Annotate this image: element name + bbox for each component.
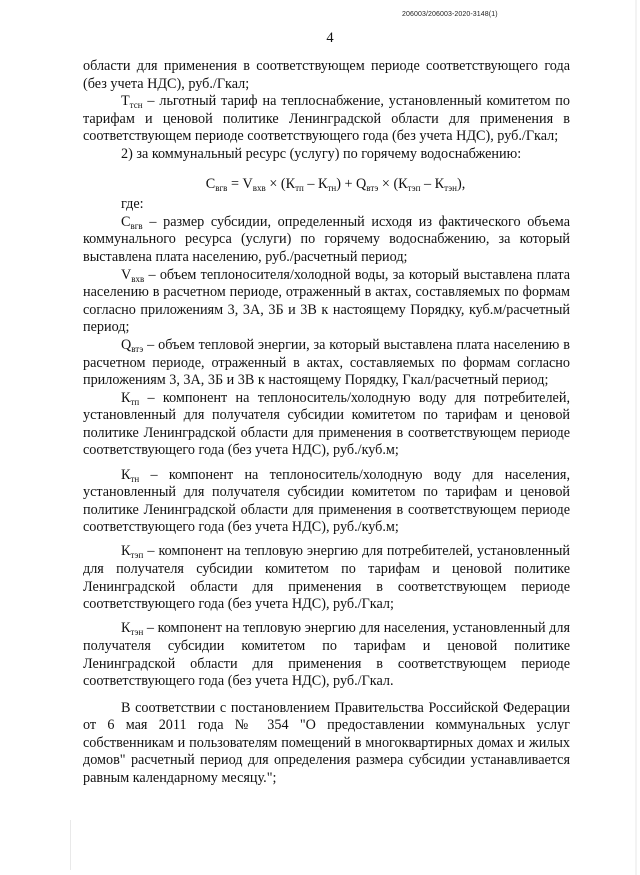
definition-text: – компонент на теплоноситель/холодную воду для потребителей, установленный для получателя субсидии комитетом по тарифам и ценовой политике Ленинградской области для применения в соответствующем периоде соответствующего года (без учета НДС), руб./куб.м;	[83, 389, 570, 459]
symbol-subscript: тсн	[129, 100, 143, 111]
formula-subscript: втэ	[366, 182, 379, 193]
symbol-subscript: тэп	[130, 550, 144, 561]
symbol-subscript: тэн	[130, 627, 144, 638]
definition-kten	[83, 620, 570, 690]
formula-symbol: V	[242, 175, 253, 192]
formula-operator: –	[303, 175, 318, 192]
final-paragraph: В соответствии с постановлением Правительства Российской Федерации от 6 мая 2011 года № 354 "О предоставлении коммунальных услуг собственникам и пользователям помещений в многоквартирных домах и жилых домов" расчетный период для определения размера субсидии устанавливается равным календарному месяцу.";	[83, 699, 570, 787]
symbol: Т	[121, 93, 130, 110]
definition-qvte	[83, 337, 570, 390]
formula-operator: × (	[378, 175, 399, 192]
document-body	[83, 58, 570, 788]
scan-mark	[70, 820, 71, 870]
formula-operator: –	[420, 175, 435, 192]
symbol-subscript: тп	[130, 396, 140, 407]
formula-subscript: тэп	[407, 182, 421, 193]
formula-symbol: К	[285, 175, 296, 192]
symbol-subscript: вгв	[130, 220, 143, 231]
paragraph-continuation: области для применения в соответствующем периоде соответствующего года (без учета НДС), руб./Гкал;	[83, 58, 570, 92]
formula-symbol: К	[318, 175, 328, 192]
page-number: 4	[326, 30, 334, 46]
formula-subscript: вхв	[252, 182, 266, 193]
definition-tsn	[83, 93, 570, 146]
formula-operator: × (	[265, 175, 286, 192]
symbol-subscript: втэ	[131, 343, 144, 354]
definition-vhv	[83, 267, 570, 337]
symbol: К	[121, 543, 131, 560]
formula-subscript: вгв	[215, 182, 228, 193]
definition-ktn	[83, 467, 570, 537]
symbol: С	[121, 213, 131, 230]
symbol-subscript: тн	[130, 473, 140, 484]
where-label: где:	[121, 196, 144, 213]
symbol: V	[121, 266, 132, 283]
definition-ktp	[83, 390, 570, 460]
formula	[83, 176, 570, 194]
symbol: К	[121, 466, 131, 483]
symbol-subscript: вхв	[131, 273, 145, 284]
scan-edge	[635, 0, 637, 875]
symbol: К	[121, 389, 131, 406]
formula-subscript: тп	[295, 182, 304, 193]
symbol: К	[121, 620, 131, 637]
definition-text: – компонент на тепловую энергию для населения, установленный для получателя субсидии комитетом по тарифам и ценовой политике Ленинградской области для применения в соответствующем периоде соответствующего года (без учета НДС), руб./Гкал.	[83, 620, 570, 690]
formula-subscript: тэн	[444, 182, 457, 193]
definition-text: – объем теплоносителя/холодной воды, за который выставлена плата населению в расчетном периоде, отраженный в актах, составляемых по формам согласно приложениям 3, 3А, 3Б и 3В к настоящему Порядку, куб.м/расчетный период;	[83, 266, 570, 336]
formula-operator: ),	[456, 175, 466, 192]
definition-text: – компонент на тепловую энергию для потребителей, установленный для получателя субсидии комитетом по тарифам и ценовой политике Ленинградской области для применения в соответствующем периоде соответствующего года (без учета НДС), руб./Гкал;	[83, 543, 570, 613]
definition-text: – объем тепловой энергии, за который выставлена плата населению в расчетном периоде, отраженный в актах, составляемых по формам согласно приложениям 3, 3А, 3Б и 3В к настоящему Порядку, Гкал/расчетный период;	[83, 336, 570, 389]
formula-symbol: К	[434, 175, 445, 192]
paragraph-hot-water: 2) за коммунальный ресурс (услугу) по горячему водоснабжению:	[121, 145, 522, 162]
definition-ktep	[83, 543, 570, 613]
document-reference: 206003/206003-2020-3148(1)	[402, 11, 498, 18]
formula-symbol: К	[398, 175, 408, 192]
formula-operator: =	[227, 175, 243, 192]
definition-text: – льготный тариф на теплоснабжение, установленный комитетом по тарифам и ценовой политике Ленинградской области для применения в соответствующем периоде соответствующего года (без учета НДС), руб./Гкал;	[83, 93, 570, 145]
definition-text: – компонент на теплоноситель/холодную воду для населения, установленный для получателя субсидии комитетом по тарифам и ценовой политике Ленинградской области для применения в соответствующем периоде соответствующего года (без учета НДС), руб./куб.м;	[83, 466, 570, 536]
symbol: Q	[121, 336, 132, 353]
formula-operator: ) +	[336, 175, 357, 192]
formula-symbol: С	[205, 175, 216, 192]
definition-text: – размер субсидии, определенный исходя из фактического объема коммунального ресурса (услуги) по горячему водоснабжению, за который выставлена плата населению, руб./расчетный период;	[83, 213, 570, 265]
formula-symbol: Q	[356, 175, 367, 192]
definition-svgv	[83, 214, 570, 267]
formula-subscript: тн	[327, 182, 337, 193]
